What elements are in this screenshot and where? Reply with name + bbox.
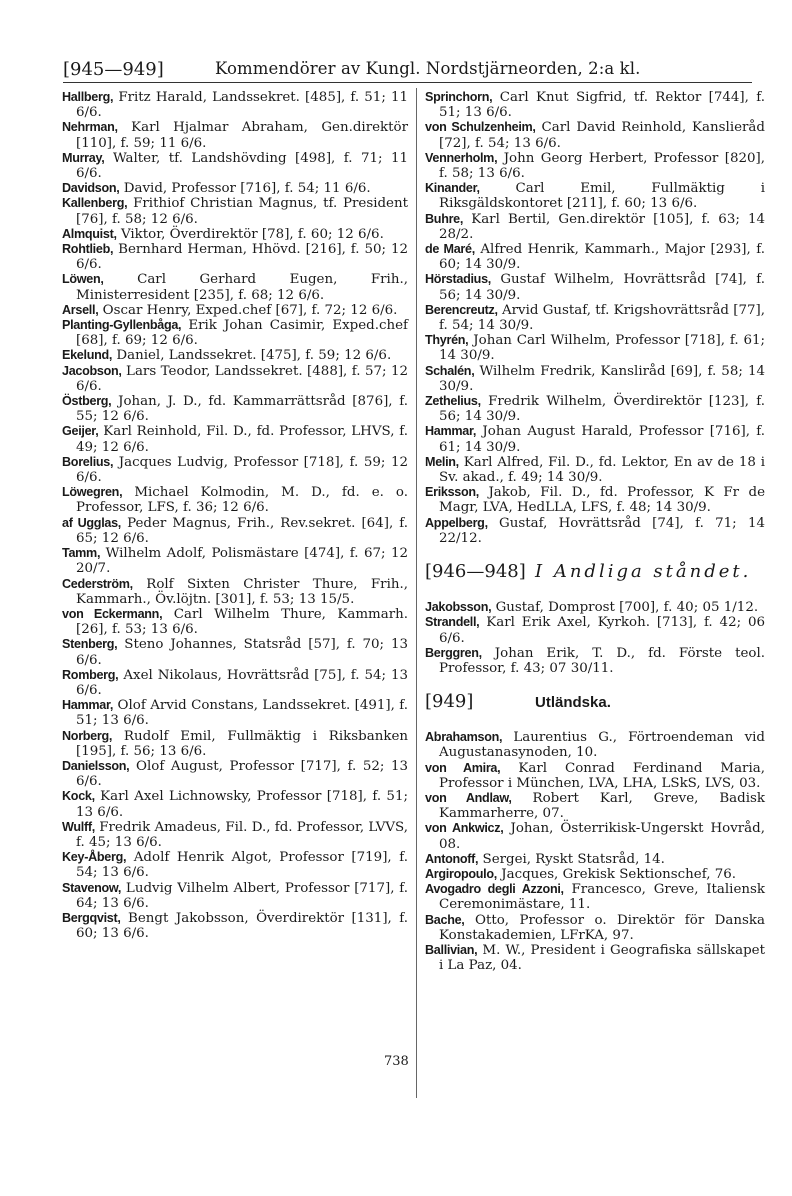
- entry: [425, 424, 765, 454]
- section-title: Utländska.: [535, 694, 611, 712]
- entry: [62, 424, 408, 454]
- entry-text: Carl Wilhelm Thure, Kammarh. [26], f. 53; 13 6/6.: [76, 606, 409, 638]
- section-range: [946—948]: [425, 561, 526, 583]
- entry-name: Bergqvist,: [62, 910, 121, 925]
- entry-text: Michael Kolmodin, M. D., fd. e. o. Professor, LFS, f. 36; 12 6/6.: [76, 485, 408, 516]
- entry: [62, 820, 408, 850]
- entry: [425, 516, 765, 546]
- entry-name: Geijer,: [62, 424, 99, 439]
- entry-name: Hammar,: [425, 424, 477, 439]
- entry-name: Ekelund,: [62, 348, 113, 363]
- entry: [425, 394, 765, 424]
- entry-text: David, Professor [716], f. 54; 11 6/6.: [123, 181, 371, 197]
- entry-name: Löwegren,: [62, 485, 123, 500]
- entry: [62, 364, 408, 394]
- entry-name: Antonoff,: [425, 851, 479, 866]
- entry-text: Gustaf, Hovrättsråd [74], f. 71; 14 22/12.: [439, 515, 765, 546]
- entry-name: von Andlaw,: [425, 790, 512, 805]
- entry: [425, 485, 765, 515]
- entry-text: Karl Alfred, Fil. D., fd. Lektor, En av de 18 i Sv. akad., f. 49; 14 30/9.: [439, 454, 765, 486]
- entry-name: Borelius,: [62, 454, 114, 469]
- entry: [62, 789, 408, 819]
- entry-name: Rohtlieb,: [62, 242, 114, 257]
- entry-text: Ludvig Vilhelm Albert, Professor [717], f. 64; 13 6/6.: [76, 880, 408, 911]
- entry-name: Strandell,: [425, 615, 480, 630]
- entry: [62, 485, 408, 515]
- entry-text: Carl Knut Sigfrid, tf. Rektor [744], f. 51; 13 6/6.: [439, 90, 765, 121]
- entry-text: Gustaf Wilhelm, Hovrättsråd [74], f. 56; 14 30/9.: [439, 272, 765, 303]
- entry: [425, 791, 765, 821]
- entry: [425, 821, 765, 851]
- entry-text: Adolf Henrik Algot, Professor [719], f. 54; 13 6/6.: [76, 850, 408, 881]
- entry-text: Fritz Harald, Landssekret. [485], f. 51; 11 6/6.: [76, 90, 408, 121]
- entry: [62, 318, 408, 348]
- entry-text: Rudolf Emil, Fullmäktig i Riksbanken [195], f. 56; 13 6/6.: [76, 728, 408, 759]
- entry-text: Johan, Österrikisk-Ungerskt Hovråd, 08.: [439, 821, 765, 852]
- entry-name: Tamm,: [62, 546, 101, 561]
- entry-text: Frithiof Christian Magnus, tf. President [76], f. 58; 12 6/6.: [76, 196, 408, 227]
- entry-text: Wilhelm Adolf, Polismästare [474], f. 67; 12 20/7.: [76, 546, 409, 577]
- entry-name: Hörstadius,: [425, 272, 491, 287]
- entry: [62, 911, 408, 941]
- entry: [425, 455, 765, 485]
- entry-text: Johan August Harald, Professor [716], f. 61; 14 30/9.: [439, 424, 765, 455]
- entry: [62, 698, 408, 728]
- entry-name: Jacobson,: [62, 363, 122, 378]
- entry-name: Thyrén,: [425, 333, 469, 348]
- entry-text: Alfred Henrik, Kammarh., Major [293], f. 60; 14 30/9.: [439, 242, 765, 273]
- entry: [62, 242, 408, 272]
- entry-name: Planting-Gyllenbåga,: [62, 318, 182, 333]
- entry-text: Johan Carl Wilhelm, Professor [718], f. 61; 14 30/9.: [439, 333, 765, 364]
- entry: [425, 882, 765, 912]
- entry: [425, 120, 765, 150]
- entry-text: Jacques, Grekisk Sektionschef, 76.: [501, 866, 737, 882]
- entry-name: von Schulzenheim,: [425, 120, 536, 135]
- entry: [425, 761, 765, 791]
- entry-text: John Georg Herbert, Professor [820], f. 58; 13 6/6.: [439, 150, 765, 182]
- entry-text: Laurentius G., Förtroendeman vid Augustanasynoden, 10.: [439, 730, 765, 761]
- entry-text: Karl Axel Lichnowsky, Professor [718], f. 51; 13 6/6.: [76, 789, 408, 820]
- entry-name: von Ankwicz,: [425, 821, 504, 836]
- entry-text: Erik Johan Casimir, Exped.chef [68], f. 69; 12 6/6.: [76, 318, 408, 349]
- entry: [425, 730, 765, 760]
- entry-text: Karl Bertil, Gen.direktör [105], f. 63; 14 28/2.: [439, 211, 765, 242]
- column-divider: [416, 88, 417, 1098]
- entry-name: Norberg,: [62, 728, 113, 743]
- entry: [425, 333, 765, 363]
- entry: [62, 759, 408, 789]
- entry-name: Davidson,: [62, 181, 120, 196]
- entry-name: Abrahamson,: [425, 730, 503, 745]
- section-heading-utlandska: [425, 690, 765, 724]
- entry-name: Murray,: [62, 150, 105, 165]
- entry: [425, 600, 765, 615]
- entry: [62, 516, 408, 546]
- entry-text: Olof August, Professor [717], f. 52; 13 6/6.: [76, 758, 409, 790]
- entry-name: Appelberg,: [425, 515, 488, 530]
- entry-text: Jakob, Fil. D., fd. Professor, K Fr de Magr, LVA, HedLLA, LFS, f. 48; 14 30/9.: [439, 485, 765, 516]
- entry-name: Stenberg,: [62, 637, 118, 652]
- entry-name: Kock,: [62, 789, 95, 804]
- entry: [425, 852, 765, 867]
- entry: [425, 151, 765, 181]
- entry: [62, 120, 408, 150]
- entry: [425, 272, 765, 302]
- entry: [62, 668, 408, 698]
- entry-text: Karl Hjalmar Abraham, Gen.direktör [110], f. 59; 11 6/6.: [76, 120, 408, 151]
- entry-text: Wilhelm Fredrik, Kansliråd [69], f. 58; 14 30/9.: [439, 363, 765, 394]
- section-title: I Andliga ståndet.: [535, 561, 752, 583]
- entry-text: Carl Gerhard Eugen, Frih., Ministerresident [235], f. 68; 12 6/6.: [76, 272, 408, 303]
- entry: [425, 615, 765, 645]
- entry-text: Lars Teodor, Landssekret. [488], f. 57; 12 6/6.: [76, 363, 408, 394]
- entry-text: Carl Emil, Fullmäktig i Riksgäldskontoret [211], f. 60; 13 6/6.: [439, 181, 765, 212]
- entry-text: Axel Nikolaus, Hovrättsråd [75], f. 54; 13 6/6.: [76, 667, 408, 698]
- entry-name: de Maré,: [425, 242, 475, 257]
- entry-name: af Ugglas,: [62, 515, 121, 530]
- entry-name: Kinander,: [425, 181, 480, 196]
- entry: [62, 577, 408, 607]
- entry: [62, 729, 408, 759]
- entry-text: Daniel, Landssekret. [475], f. 59; 12 6/6.: [116, 348, 392, 364]
- entry: [425, 90, 765, 120]
- entry-name: Östberg,: [62, 394, 112, 409]
- entry: [62, 455, 408, 485]
- entry: [62, 881, 408, 911]
- entry-text: Johan, J. D., fd. Kammarrättsråd [876], f. 55; 12 6/6.: [76, 394, 408, 425]
- entry-text: Karl Erik Axel, Kyrkoh. [713], f. 42; 06 6/6.: [439, 615, 765, 646]
- entry: [425, 303, 765, 333]
- entry: [62, 637, 408, 667]
- entry-text: Sergei, Ryskt Statsråd, 14.: [482, 851, 665, 867]
- entry-text: Karl Conrad Ferdinand Maria, Professor i München, LVA, LHA, LSkS, LVS, 03.: [439, 760, 765, 791]
- section-range: [949]: [425, 691, 474, 713]
- entry-name: Eriksson,: [425, 485, 479, 500]
- entry-name: Wulff,: [62, 819, 95, 834]
- page-number: 738: [384, 1054, 409, 1069]
- entry-name: Sprinchorn,: [425, 90, 493, 104]
- entry-text: Robert Karl, Greve, Badisk Kammarherre, 07.: [439, 790, 765, 822]
- entry: [425, 242, 765, 272]
- entry-name: Key-Åberg,: [62, 850, 127, 865]
- entry-name: Almquist,: [62, 226, 117, 241]
- entry-name: Hammar,: [62, 698, 114, 713]
- page-header: [63, 48, 752, 83]
- entry-text: Carl David Reinhold, Kanslieråd [72], f. 54; 13 6/6.: [439, 120, 765, 151]
- entry-name: Danielsson,: [62, 758, 130, 773]
- entry-name: Kallenberg,: [62, 196, 128, 211]
- entry-text: Peder Magnus, Frih., Rev.sekret. [64], f. 65; 12 6/6.: [76, 515, 408, 546]
- entry-text: Bengt Jakobsson, Överdirektör [131], f. 60; 13 6/6.: [76, 910, 408, 942]
- entry-text: Fredrik Wilhelm, Överdirektör [123], f. 56; 14 30/9.: [439, 394, 765, 425]
- entry-text: Karl Reinhold, Fil. D., fd. Professor, LHVS, f. 49; 12 6/6.: [76, 424, 408, 455]
- page-range: [945—949]: [63, 59, 164, 80]
- entry-text: Otto, Professor o. Direktör för Danska Konstakademien, LFrKA, 97.: [439, 912, 765, 943]
- entry-text: Fredrik Amadeus, Fil. D., fd. Professor, LVVS, f. 45; 13 6/6.: [76, 819, 408, 850]
- entry-name: Bache,: [425, 912, 465, 927]
- entry-name: Avogadro degli Azzoni,: [425, 882, 564, 897]
- entry: [425, 943, 765, 973]
- entry: [62, 227, 408, 242]
- entry: [425, 364, 765, 394]
- entry-name: Zethelius,: [425, 394, 481, 409]
- page-title: Kommendörer av Kungl. Nordstjärneorden, 2:a kl.: [215, 59, 641, 78]
- entry-name: Schalén,: [425, 363, 475, 378]
- entry-text: M. W., President i Geografiska sällskapet i La Paz, 04.: [439, 942, 765, 974]
- entry-text: Viktor, Överdirektör [78], f. 60; 12 6/6.: [120, 226, 384, 242]
- entry-text: Arvid Gustaf, tf. Krigshovrättsråd [77], f. 54; 14 30/9.: [439, 302, 765, 334]
- entry: [62, 151, 408, 181]
- entry-name: Melin,: [425, 454, 459, 469]
- entry: [425, 867, 765, 882]
- entry-text: Jacques Ludvig, Professor [718], f. 59; 12 6/6.: [76, 454, 408, 486]
- entry: [62, 303, 408, 318]
- entry-name: Löwen,: [62, 272, 104, 287]
- entry-text: Bernhard Herman, Hhövd. [216], f. 50; 12 6/6.: [76, 242, 408, 273]
- entry-name: Berggren,: [425, 645, 482, 660]
- entry-name: Ballivian,: [425, 942, 478, 957]
- entry-name: Argiropoulo,: [425, 866, 497, 881]
- entry: [62, 196, 408, 226]
- entry-name: Romberg,: [62, 667, 119, 682]
- section-heading-andliga: [425, 560, 765, 594]
- entry-name: Nehrman,: [62, 120, 118, 135]
- entry-text: Francesco, Greve, Italiensk Ceremonimästare, 11.: [439, 882, 765, 913]
- entry: [425, 646, 765, 676]
- entry: [62, 850, 408, 880]
- entry: [425, 913, 765, 943]
- entry-name: Arsell,: [62, 302, 99, 317]
- entry-text: Oscar Henry, Exped.chef [67], f. 72; 12 6/6.: [102, 302, 398, 318]
- entry-name: Cederström,: [62, 576, 133, 591]
- entry-text: Gustaf, Domprost [700], f. 40; 05 1/12.: [495, 600, 759, 616]
- entry-text: Steno Johannes, Statsråd [57], f. 70; 13 6/6.: [76, 637, 408, 668]
- entry-text: Rolf Sixten Christer Thure, Frih., Kammarh., Öv.löjtn. [301], f. 53; 13 15/5.: [76, 576, 408, 607]
- entry-text: Walter, tf. Landshövding [498], f. 71; 11 6/6.: [76, 150, 408, 182]
- entry-name: von Amira,: [425, 760, 501, 775]
- entry: [425, 181, 765, 211]
- entry: [62, 90, 408, 120]
- entry: [62, 607, 408, 637]
- entry: [62, 546, 408, 576]
- entry-text: Olof Arvid Constans, Landssekret. [491], f. 51; 13 6/6.: [76, 698, 408, 729]
- entry-text: Johan Erik, T. D., fd. Förste teol. Professor, f. 43; 07 30/11.: [439, 645, 765, 676]
- right-column: [425, 90, 765, 973]
- entry: [62, 272, 408, 302]
- entry: [62, 394, 408, 424]
- entry-name: Stavenow,: [62, 880, 122, 895]
- entry: [62, 348, 408, 363]
- entry-name: Berencreutz,: [425, 302, 498, 317]
- entry: [62, 181, 408, 196]
- left-column: [62, 90, 408, 941]
- entry: [425, 212, 765, 242]
- entry-name: von Eckermann,: [62, 606, 163, 621]
- entry-name: Jakobsson,: [425, 600, 492, 615]
- entry-name: Vennerholm,: [425, 150, 498, 165]
- entry-name: Hallberg,: [62, 90, 114, 104]
- entry-name: Buhre,: [425, 211, 464, 226]
